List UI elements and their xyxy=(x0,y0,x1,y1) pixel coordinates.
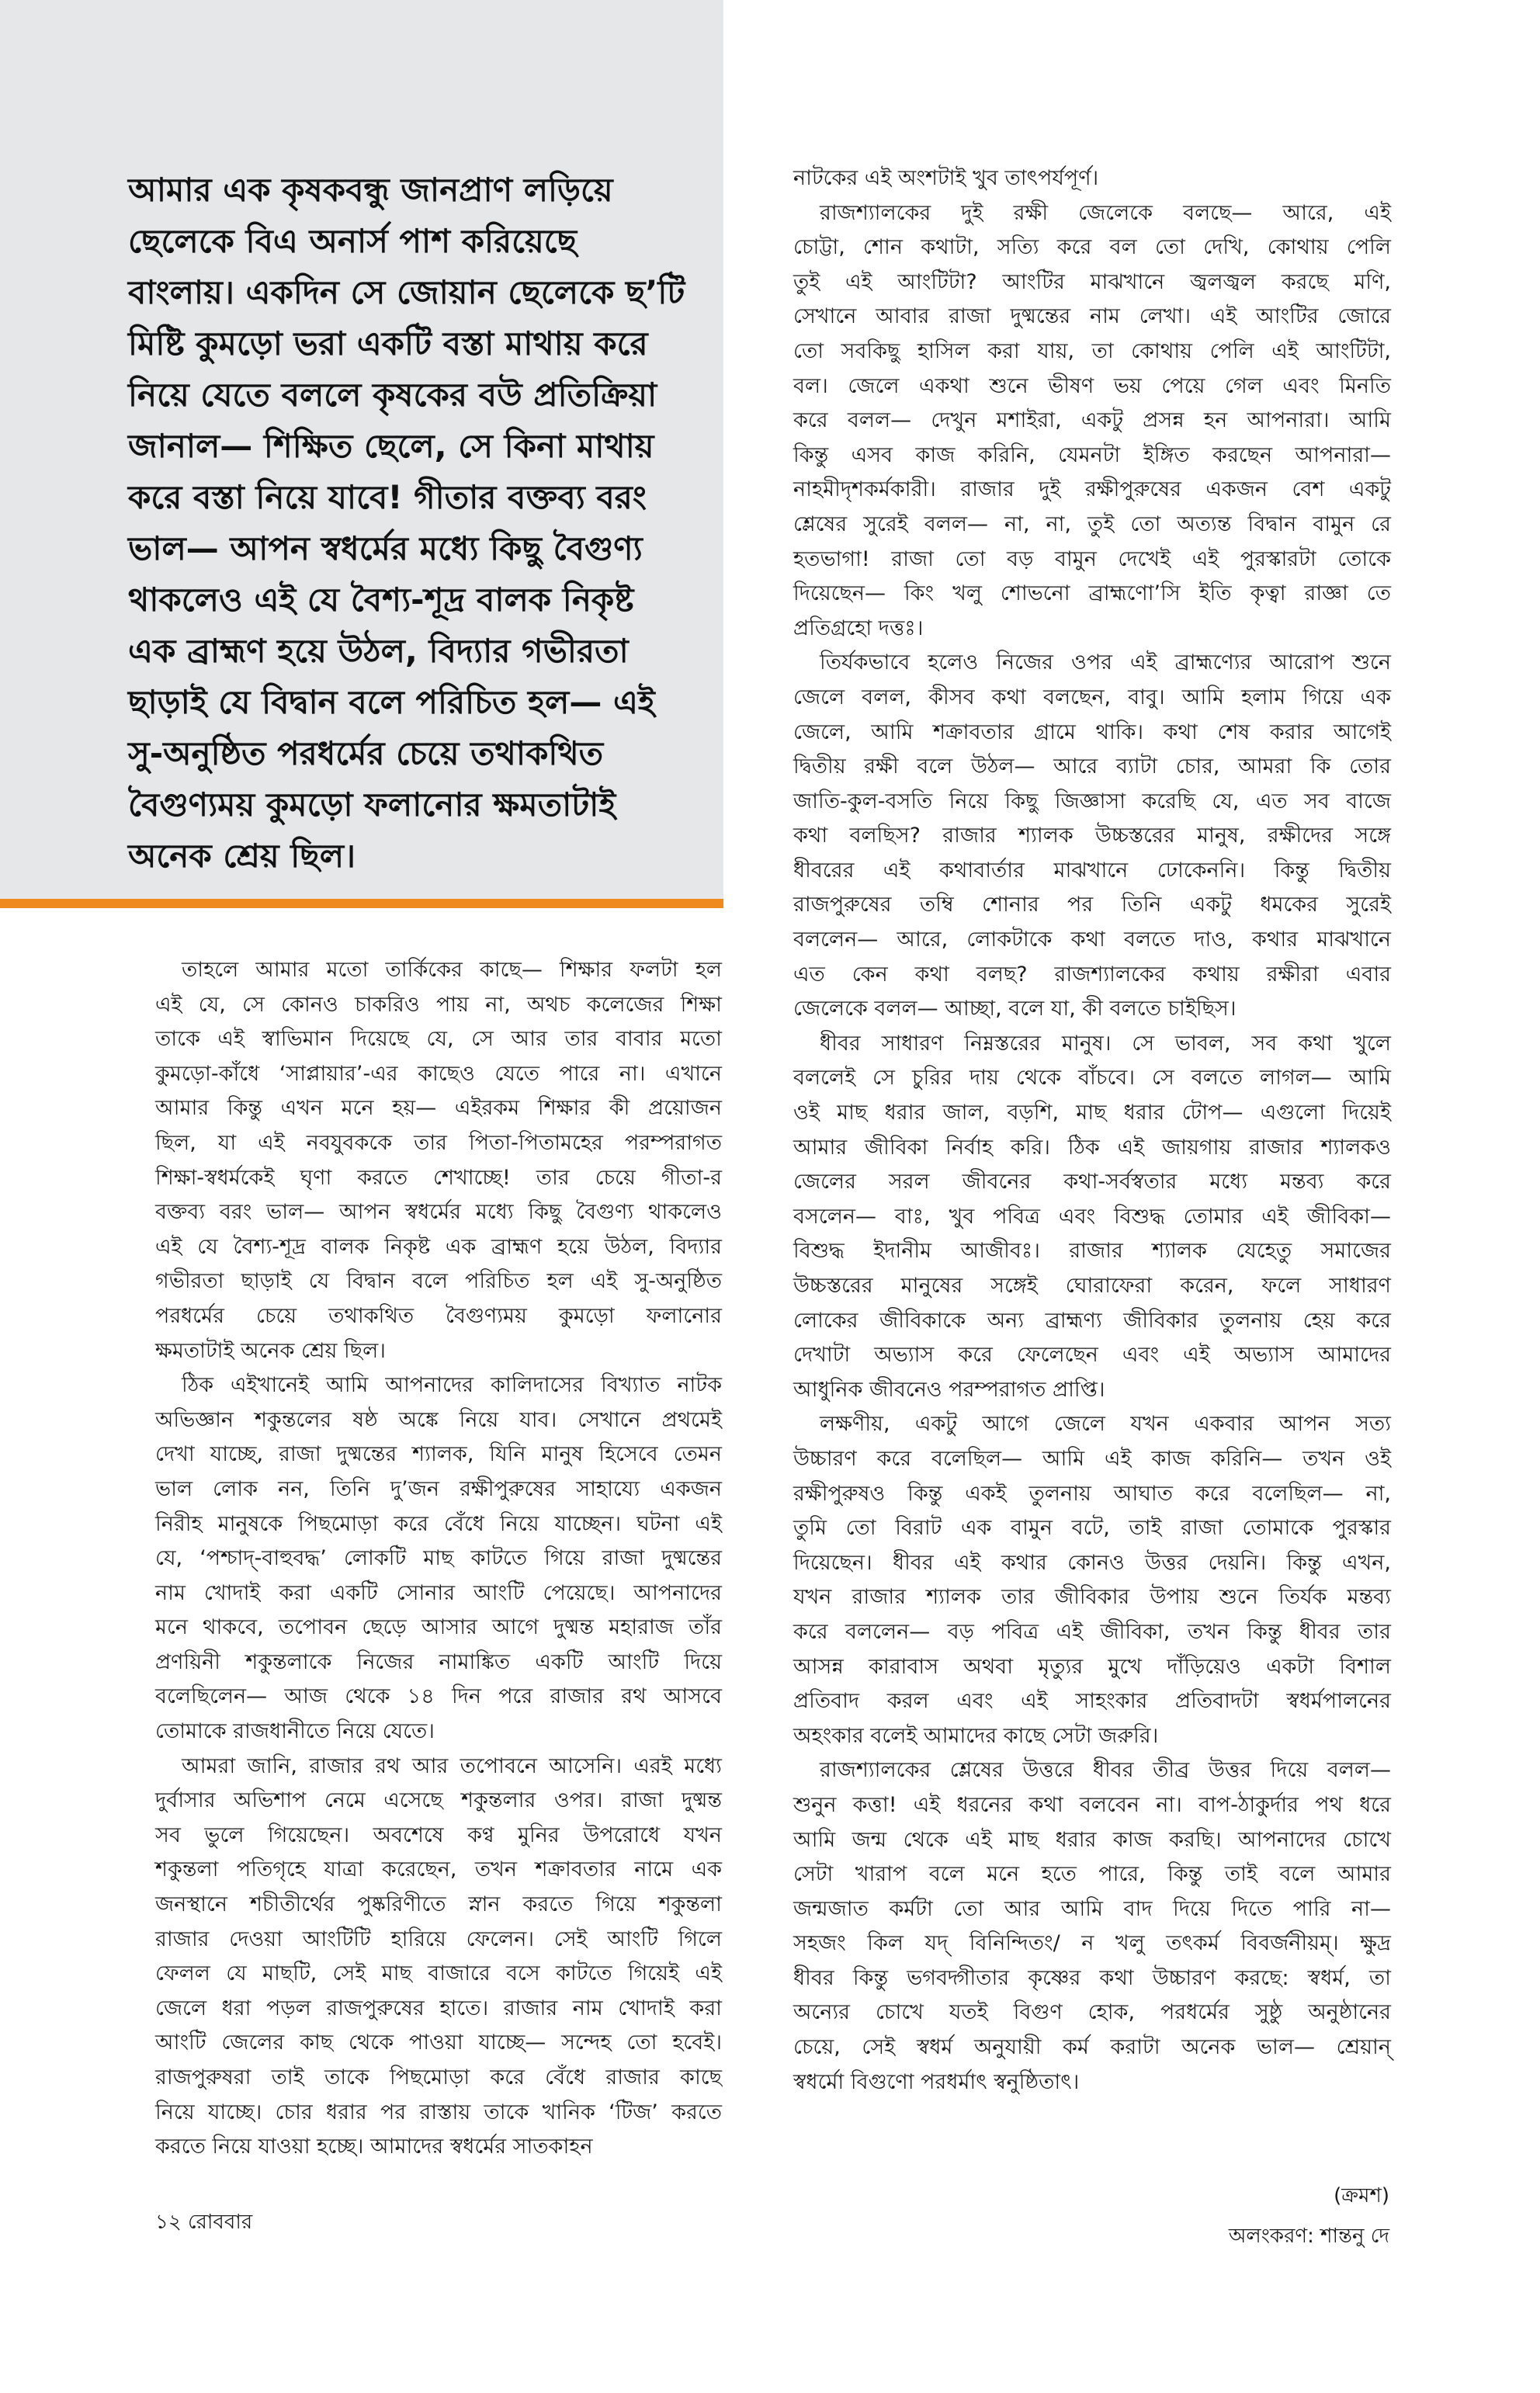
text-line: শকুন্তলা পতিগৃহে যাত্রা করেছেন, তখন শক্রাবতার নামে এক xyxy=(155,1857,722,1882)
text-line: প্রতিগ্রহো দত্তঃ। xyxy=(793,616,924,640)
text-line: তুমি তো বিরাট এক বামুন বটে, তাই রাজা তোমাকে পুরস্কার xyxy=(793,1516,1391,1541)
text-line: তুই এই আংটিটা? আংটির মাঝখানে জ্বলজ্বল করছে মণি, xyxy=(793,269,1391,294)
paragraph xyxy=(155,1750,722,2165)
text-line: এই যে বৈশ্য-শূদ্র বালক নিকৃষ্ট এক ব্রাহ্মণ হয়ে উঠল, বিদ্যার xyxy=(155,1234,722,1259)
text-line: জেলে বলল, কীসব কথা বলছেন, বাবু। আমি হলাম গিয়ে এক xyxy=(793,685,1391,709)
text-line: গভীরতা ছাড়াই যে বিদ্বান বলে পরিচিত হল এই সু-অনুষ্ঠিত xyxy=(155,1269,722,1294)
text-line: কথা বলছিস? রাজার শ্যালক উচ্চস্তরের মানুষ, রক্ষীদের সঙ্গে xyxy=(793,824,1391,848)
text-line: হতভাগা! রাজা তো বড় বামুন দেখেই এই পুরস্কারটা তোকে xyxy=(793,546,1391,571)
text-line: নাহমীদৃশকর্মকারী। রাজার দুই রক্ষীপুরুষের একজন বেশ একটু xyxy=(793,477,1391,502)
text-line: রক্ষীপুরুষও কিন্তু একই তুলনায় আঘাত করে বলেছিল— না, xyxy=(793,1481,1391,1506)
text-line: বসলেন— বাঃ, খুব পবিত্র এবং বিশুদ্ধ তোমার এই জীবিকা— xyxy=(793,1204,1391,1229)
text-line: সেখানে আবার রাজা দুষ্মন্তের নাম লেখা। এই আংটির জোরে xyxy=(793,304,1391,329)
text-line: ধীবর কিন্তু ভগবদ্গীতার কৃষ্ণের কথা উচ্চারণ করছে: স্বধর্ম, তা xyxy=(793,1965,1391,1990)
text-line: জেলে, আমি শক্রাবতার গ্রামে থাকি। কথা শেষ করার আগেই xyxy=(793,720,1391,744)
text-line: তির্যকভাবে হলেও নিজের ওপর এই ব্রাহ্মণ্যের আরোপ শুনে xyxy=(820,650,1391,675)
text-line: উচ্চস্তরের মানুষের সঙ্গেই ঘোরাফেরা করেন, ফলে সাধারণ xyxy=(793,1274,1391,1298)
text-line: চেয়ে, সেই স্বধর্ম অনুযায়ী কর্ম করাটা অনেক ভাল— শ্রেয়ান্ xyxy=(793,2035,1391,2060)
text-line: সেটা খারাপ বলে মনে হতে পারে, কিন্তু তাই বলে আমার xyxy=(793,1862,1391,1887)
pull-quote-line: থাকলেও এই যে বৈশ্য-শূদ্র বালক নিকৃষ্ট xyxy=(128,581,634,619)
text-line: জেলে ধরা পড়ল রাজপুরুষের হাতে। রাজার নাম খোদাই করা xyxy=(155,1996,722,2020)
pull-quote-line: অনেক শ্রেয় ছিল। xyxy=(128,837,356,875)
pull-quote-line: নিয়ে যেতে বললে কৃষকের বউ প্রতিক্রিয়া xyxy=(128,376,657,414)
article-column-right xyxy=(793,161,1391,2100)
text-line: রাজার দেওয়া আংটিটি হারিয়ে ফেলেন। সেই আংটি গিলে xyxy=(155,1927,722,1951)
text-line: বললেন— আরে, লোকটাকে কথা বলতে দাও, কথার মাঝখানে xyxy=(793,928,1391,952)
paragraph xyxy=(793,196,1391,647)
text-line: লক্ষণীয়, একটু আগে জেলে যখন একবার আপন সত্য xyxy=(820,1412,1391,1437)
pull-quote-line: ভাল— আপন স্বধর্মের মধ্যে কিছু বৈগুণ্য xyxy=(128,529,643,567)
pull-quote-line: আমার এক কৃষকবন্ধু জানপ্রাণ লড়িয়ে xyxy=(128,171,613,209)
text-line: স্বধর্মো বিগুণো পরধর্মাৎ স্বনুষ্ঠিতাৎ। xyxy=(793,2069,1080,2094)
paragraph xyxy=(793,161,1391,196)
text-line: কুমড়ো-কাঁধে ‘সাপ্লায়ার’-এর কাছেও যেতে পারে না। এখানে xyxy=(155,1061,722,1086)
text-line: অহংকার বলেই আমাদের কাছে সেটা জরুরি। xyxy=(793,1723,1159,1748)
text-line: পরধর্মের চেয়ে তথাকথিত বৈগুণ্যময় কুমড়ো ফলানোর xyxy=(155,1303,722,1328)
paragraph xyxy=(793,1753,1391,2100)
text-line: ঠিক এইখানেই আমি আপনাদের কালিদাসের বিখ্যাত নাটক xyxy=(182,1373,722,1398)
text-line: জেলেকে বলল— আচ্ছা, বলে যা, কী বলতে চাইছিস। xyxy=(793,997,1237,1021)
text-line: জাতি-কুল-বসতি নিয়ে কিছু জিজ্ঞাসা করেছি যে, এত সব বাজে xyxy=(793,789,1391,813)
text-line: শিক্ষা-স্বধর্মকেই ঘৃণা করতে শেখাচ্ছে! তার চেয়ে গীতা-র xyxy=(155,1165,722,1190)
text-line: উচ্চারণ করে বলেছিল— আমি এই কাজ করিনি— তখন ওই xyxy=(793,1446,1391,1471)
text-line: কিন্তু এসব কাজ করিনি, যেমনটা ইঙ্গিত করছেন আপনারা— xyxy=(793,442,1391,467)
text-line: মনে থাকবে, তপোবন ছেড়ে আসার আগে দুষ্মন্ত মহারাজ তাঁর xyxy=(155,1615,722,1640)
text-line: এত কেন কথা বলছ? রাজশ্যালকের কথায় রক্ষীরা এবার xyxy=(793,962,1391,987)
text-line: অভিজ্ঞান শকুন্তলের ষষ্ঠ অঙ্কে নিয়ে যাব। সেখানে প্রথমেই xyxy=(155,1407,722,1432)
article-column-left xyxy=(155,953,722,2165)
paragraph xyxy=(793,1407,1391,1753)
pull-quote-line: জানাল— শিক্ষিত ছেলে, সে কিনা মাথায় xyxy=(128,427,654,465)
text-line: নিয়ে যাচ্ছে। চোর ধরার পর রাস্তায় তাকে খানিক ‘টিজ’ করতে xyxy=(155,2100,722,2124)
page-footer: ১২ রোববার xyxy=(155,2211,253,2234)
text-line: ক্ষমতাটাই অনেক শ্রেয় ছিল। xyxy=(155,1338,386,1363)
text-line: আমি জন্ম থেকে এই মাছ ধরার কাজ করছি। আপনাদের চোখে xyxy=(793,1827,1391,1852)
text-line: তোমাকে রাজধানীতে নিয়ে যেতে। xyxy=(155,1719,435,1744)
text-line: বল। জেলে একথা শুনে ভীষণ ভয় পেয়ে গেল এবং মিনতি xyxy=(793,373,1391,398)
text-line: করে বললেন— বড় পবিত্র এই জীবিকা, তখন কিন্তু ধীবর তার xyxy=(793,1619,1391,1644)
text-line: করে বলল— দেখুন মশাইরা, একটু প্রসন্ন হন আপনারা। আমি xyxy=(793,408,1391,433)
text-line: তাকে এই স্বাভিমান দিয়েছে যে, সে আর তার বাবার মতো xyxy=(155,1027,722,1052)
text-line: শ্লেষের সুরেই বলল— না, না, তুই তো অত্যন্ত বিদ্বান বামুন রে xyxy=(793,512,1391,536)
text-line: রাজপুরুষরা তাই তাকে পিছমোড়া করে বেঁধে রাজার কাছে xyxy=(155,2065,722,2090)
pull-quote-line: ছেলেকে বিএ অনার্স পাশ করিয়েছে xyxy=(128,222,578,260)
text-line: বললেই সে চুরির দায় থেকে বাঁচবে। সে বলতে লাগল— আমি xyxy=(793,1066,1391,1091)
pull-quote-box xyxy=(0,0,723,899)
text-line: তাহলে আমার মতো তার্কিকের কাছে— শিক্ষার ফলটা হল xyxy=(182,958,722,982)
text-line: জেলের সরল জীবনের কথা-সর্বস্বতার মধ্যে মন্তব্য করে xyxy=(793,1170,1391,1195)
text-line: লোকের জীবিকাকে অন্য ব্রাহ্মণ্য জীবিকার তুলনায় হেয় করে xyxy=(793,1308,1391,1333)
text-line: দিয়েছেন। ধীবর এই কথার কোনও উত্তর দেয়নি। কিন্তু এখন, xyxy=(793,1550,1391,1575)
text-line: নাটকের এই অংশটাই খুব তাৎপর্যপূর্ণ। xyxy=(793,166,1099,190)
text-line: প্রতিবাদ করল এবং এই সাহংকার প্রতিবাদটা স্বধর্মপালনের xyxy=(793,1689,1391,1714)
pull-quote-line: এক ব্রাহ্মণ হয়ে উঠল, বিদ্যার গভীরতা xyxy=(128,632,629,670)
pull-quote-line: মিষ্টি কুমড়ো ভরা একটি বস্তা মাথায় করে xyxy=(128,324,648,362)
paragraph xyxy=(793,646,1391,1027)
paragraph xyxy=(155,1368,722,1750)
text-line: বিশুদ্ধ ইদানীম আজীবঃ। রাজার শ্যালক যেহেতু সমাজের xyxy=(793,1239,1391,1264)
text-line: আমার কিন্তু এখন মনে হয়— এইরকম শিক্ষার কী প্রয়োজন xyxy=(155,1096,722,1121)
text-line: নিরীহ মানুষকে পিছমোড়া করে বেঁধে নিয়ে যাচ্ছেন। ঘটনা এই xyxy=(155,1511,722,1536)
text-line: রাজশ্যালকের দুই রক্ষী জেলেকে বলছে— আরে, এই xyxy=(820,200,1391,225)
text-line: দুর্বাসার অভিশাপ নেমে এসেছে শকুন্তলার ওপর। রাজা দুষ্মন্ত xyxy=(155,1788,722,1813)
text-line: দেখা যাচ্ছে, রাজা দুষ্মন্তের শ্যালক, যিনি মানুষ হিসেবে তেমন xyxy=(155,1442,722,1467)
text-line: শুনুন কত্তা! এই ধরনের কথা বলবেন না। বাপ-ঠাকুর্দার পথ ধরে xyxy=(793,1792,1391,1817)
text-line: আমার জীবিকা নির্বাহ করি। ঠিক এই জায়গায় রাজার শ্যালকও xyxy=(793,1135,1391,1160)
text-line: ধীবর সাধারণ নিম্নস্তরের মানুষ। সে ভাবল, সব কথা খুলে xyxy=(820,1031,1391,1056)
text-line: ধীবরের এই কথাবার্তার মাঝখানে ঢোকেননি। কিন্তু দ্বিতীয় xyxy=(793,858,1391,883)
text-line: ভাল লোক নন, তিনি দু’জন রক্ষীপুরুষের সাহায্যে একজন xyxy=(155,1476,722,1501)
paragraph xyxy=(793,1027,1391,1408)
text-line: অন্যের চোখে যতই বিগুণ হোক, পরধর্মের সুষ্ঠু অনুষ্ঠানের xyxy=(793,2000,1391,2025)
text-line: দ্বিতীয় রক্ষী বলে উঠল— আরে ব্যাটা চোর, আমরা কি তোর xyxy=(793,754,1391,779)
text-line: ওই মাছ ধরার জাল, বড়শি, মাছ ধরার টোপ— এগুলো দিয়েই xyxy=(793,1101,1391,1125)
text-line: এই যে, সে কোনও চাকরিও পায় না, অথচ কলেজের শিক্ষা xyxy=(155,992,722,1017)
pull-quote-line: বৈগুণ্যময় কুমড়ো ফলানোর ক্ষমতাটাই xyxy=(128,786,616,824)
text-line: জন্মজাত কর্মটা তো আর আমি বাদ দিয়ে দিতে পারি না— xyxy=(793,1896,1391,1921)
text-line: আধুনিক জীবনেও পরম্পরাগত প্রাপ্তি। xyxy=(793,1377,1105,1402)
continued-note: (ক্রমশ) xyxy=(1334,2184,1389,2207)
text-line: সব ভুলে গিয়েছেন। অবশেষে কণ্ব মুনির উপরোধে যখন xyxy=(155,1822,722,1847)
pull-quote-line: ছাড়াই যে বিদ্বান বলে পরিচিত হল— এই xyxy=(128,683,655,721)
text-line: নাম খোদাই করা একটি সোনার আংটি পেয়েছে। আপনাদের xyxy=(155,1580,722,1605)
text-line: তো সবকিছু হাসিল করা যায়, তা কোথায় পেলি এই আংটিটা, xyxy=(793,338,1391,363)
text-line: বলেছিলেন— আজ থেকে ১৪ দিন পরে রাজার রথ আসবে xyxy=(155,1684,722,1709)
text-line: বক্তব্য বরং ভাল— আপন স্বধর্মের মধ্যে কিছু বৈগুণ্য থাকলেও xyxy=(155,1200,722,1225)
text-line: রাজশ্যালকের শ্লেষের উত্তরে ধীবর তীব্র উত্তর দিয়ে বলল— xyxy=(820,1758,1391,1783)
text-line: ছিল, যা এই নবযুবককে তার পিতা-পিতামহের পরম্পরাগত xyxy=(155,1130,722,1155)
pull-quote xyxy=(128,165,702,882)
accent-rule xyxy=(0,899,723,908)
text-line: দেখাটা অভ্যাস করে ফেলেছেন এবং এই অভ্যাস আমাদের xyxy=(793,1343,1391,1368)
text-line: চোট্টা, শোন কথাটা, সত্যি করে বল তো দেখি, কোথায় পেলি xyxy=(793,235,1391,260)
text-line: আসন্ন কারাবাস অথবা মৃত্যুর মুখে দাঁড়িয়েও একটা বিশাল xyxy=(793,1654,1391,1679)
text-line: প্রণয়িনী শকুন্তলাকে নিজের নামাঙ্কিত একটি আংটি দিয়ে xyxy=(155,1649,722,1674)
paragraph xyxy=(155,953,722,1368)
text-line: রাজপুরুষের তম্বি শোনার পর তিনি একটু ধমকের সুরেই xyxy=(793,893,1391,917)
pull-quote-line: করে বস্তা নিয়ে যাবে! গীতার বক্তব্য বরং xyxy=(128,478,647,516)
pull-quote-line: বাংলায়। একদিন সে জোয়ান ছেলেকে ছ’টি xyxy=(128,273,685,311)
text-line: যে, ‘পশ্চাদ্-বাহুবদ্ধ’ লোকটি মাছ কাটতে গিয়ে রাজা দুষ্মন্তের xyxy=(155,1546,722,1571)
text-line: আংটি জেলের কাছ থেকে পাওয়া যাচ্ছে— সন্দেহ তো হবেই। xyxy=(155,2031,722,2055)
text-line: আমরা জানি, রাজার রথ আর তপোবনে আসেনি। এরই মধ্যে xyxy=(182,1753,722,1778)
text-line: যখন রাজার শ্যালক তার জীবিকার উপায় শুনে তির্যক মন্তব্য xyxy=(793,1585,1391,1610)
pull-quote-line: সু-অনুষ্ঠিত পরধর্মের চেয়ে তথাকথিত xyxy=(128,734,604,772)
text-line: ফেলল যে মাছটি, সেই মাছ বাজারে বসে কাটতে গিয়েই এই xyxy=(155,1961,722,1986)
text-line: দিয়েছেন— কিং খলু শোভনো ব্রাহ্মণো’সি ইতি কৃত্বা রাজ্ঞা তে xyxy=(793,581,1391,606)
illustration-credit: অলংকরণ: শান্তনু দে xyxy=(1228,2225,1389,2248)
text-line: করতে নিয়ে যাওয়া হচ্ছে। আমাদের স্বধর্মের সাতকাহন xyxy=(155,2135,593,2159)
text-line: জনস্থানে শচীতীর্থের পুষ্করিণীতে স্নান করতে গিয়ে শকুন্তলা xyxy=(155,1892,722,1917)
text-line: সহজং কিল যদ্ বিনিন্দিতং/ ন খলু তৎকর্ম বিবর্জনীয়ম্। ক্ষুদ্র xyxy=(793,1931,1391,1956)
